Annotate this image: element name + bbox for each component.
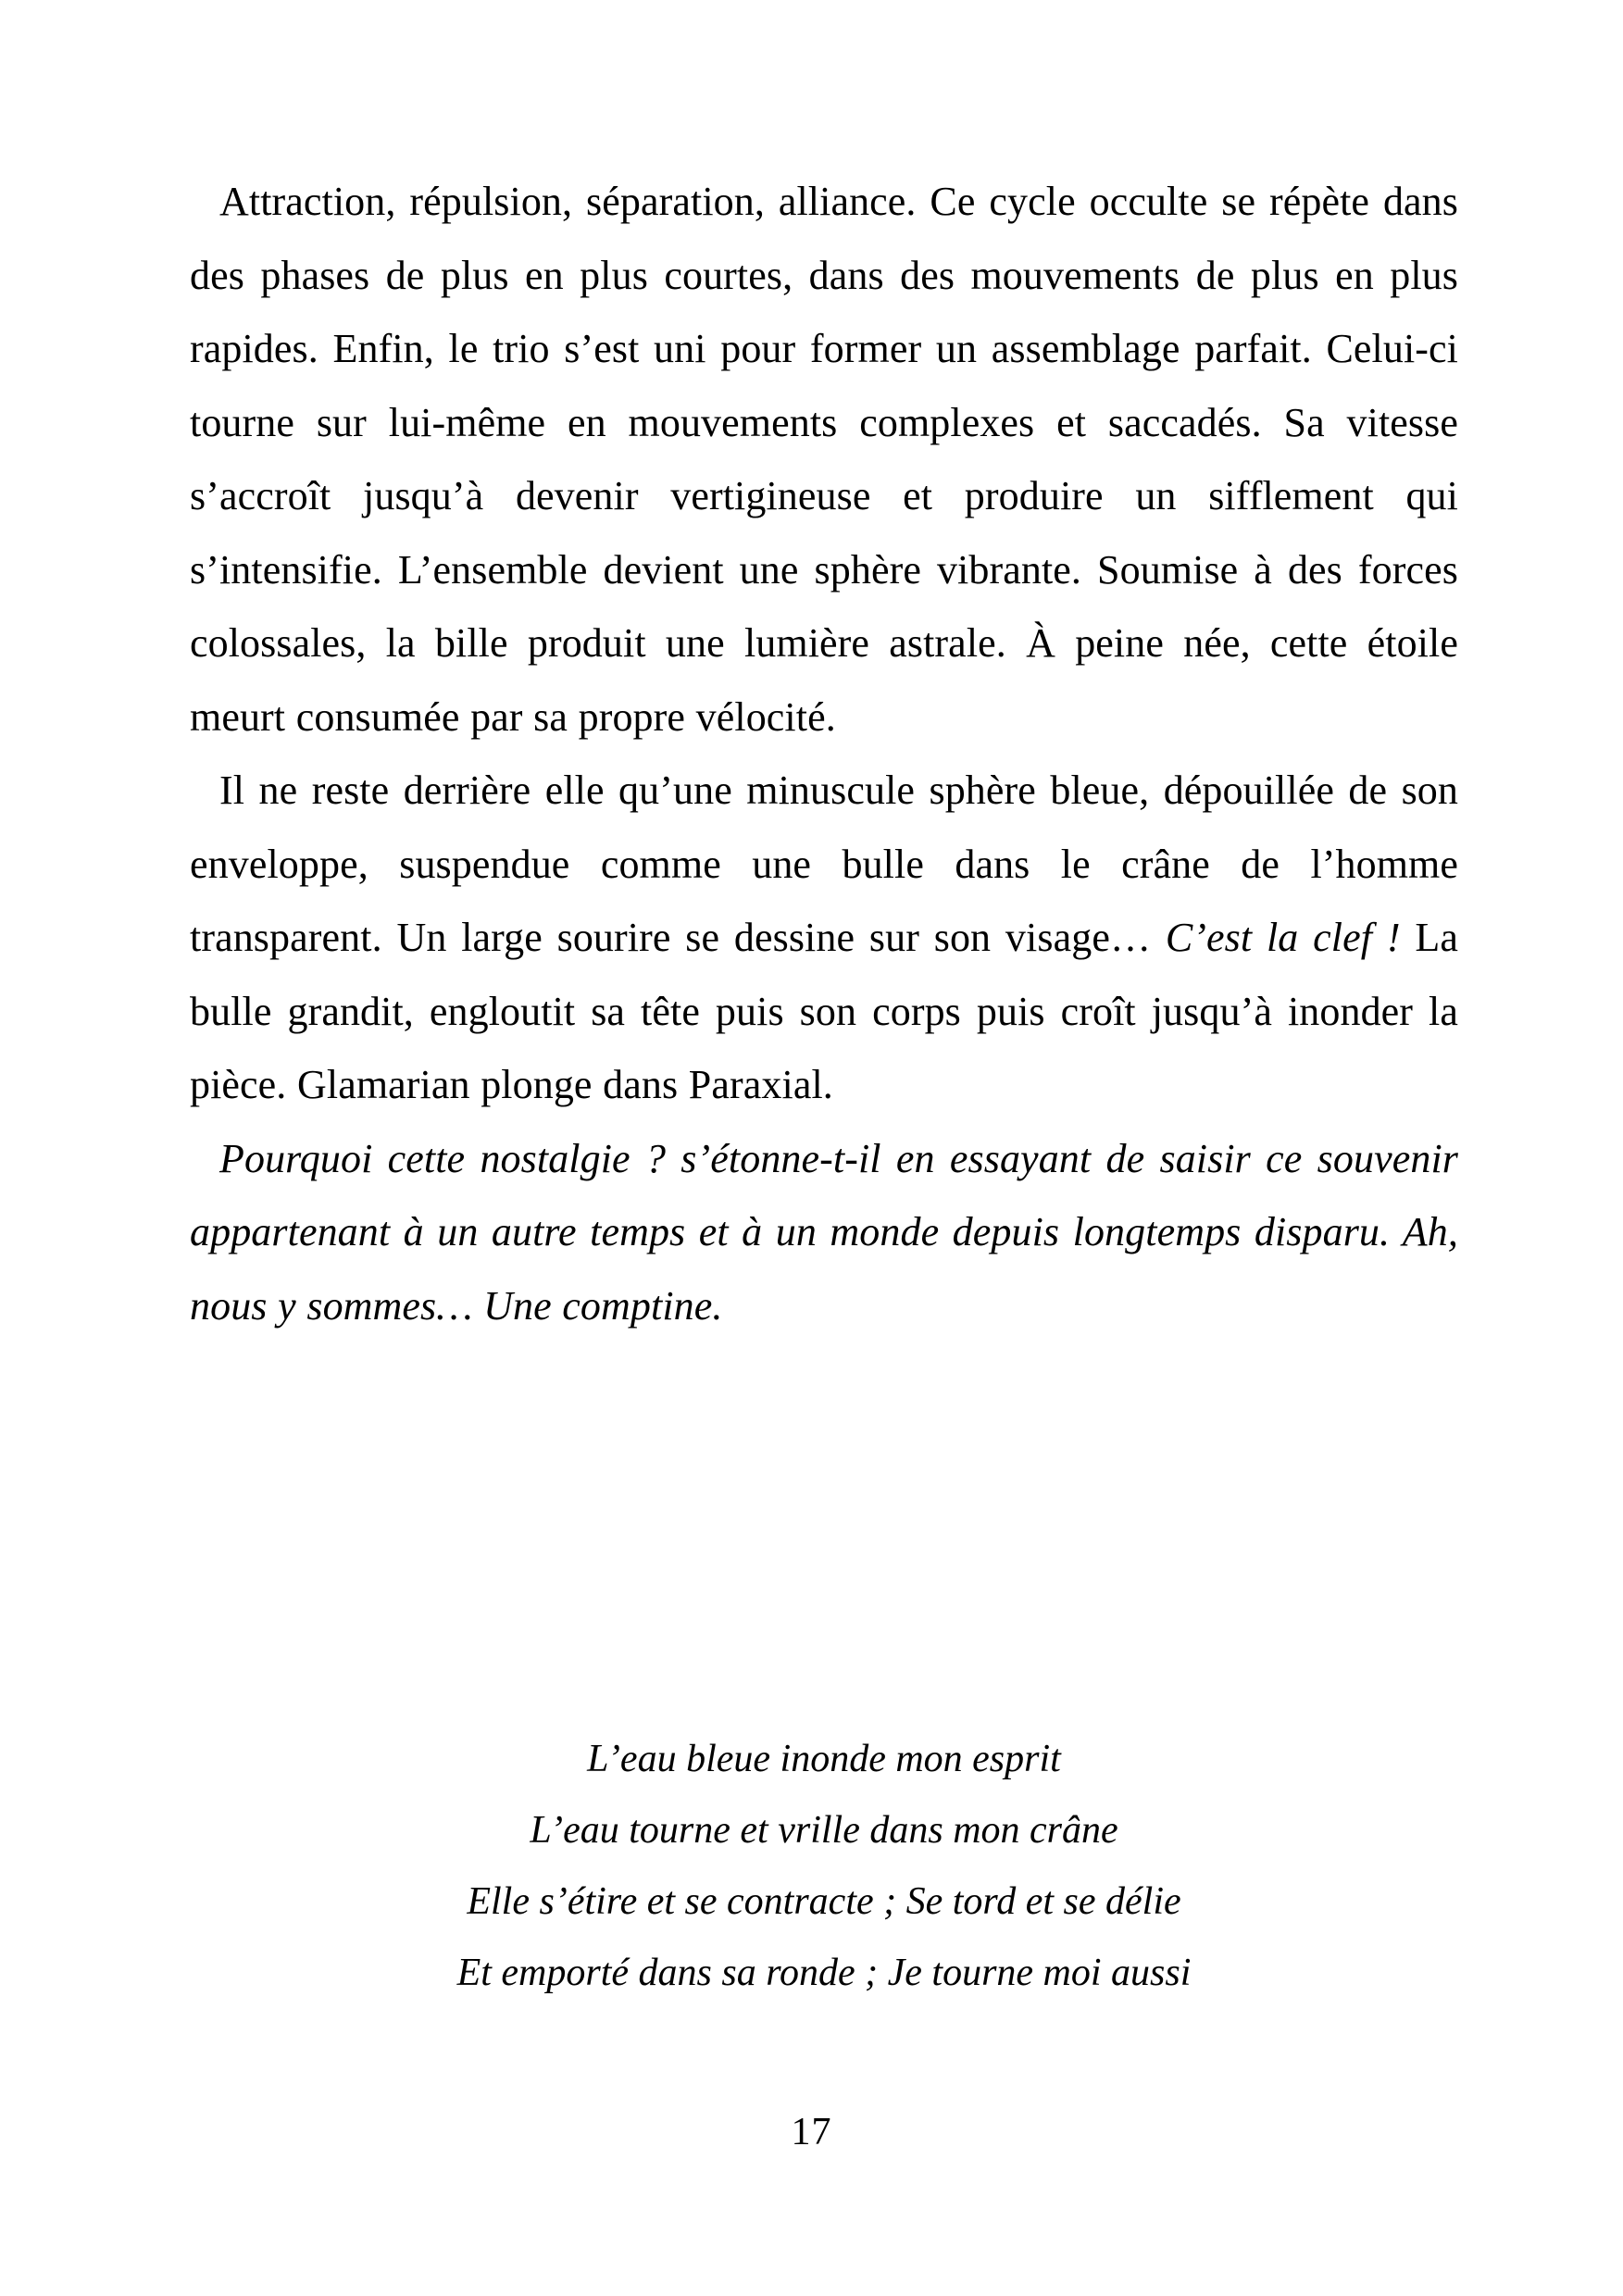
- paragraph-2-text-before-emphasis: Il ne reste derrière elle qu’une minuscule sphère bleue, dépouillée de son enveloppe, suspendue comme une bulle dans le crâne de l’homme transparent. Un large sourire se dessine sur son visage…: [190, 767, 1458, 960]
- paragraph-3-inner-monologue: Pourquoi cette nostalgie ? s’étonne-t-il en essayant de saisir ce souvenir appartenant à un autre temps et à un monde depuis longtemps disparu. Ah, nous y sommes… Une comptine.: [190, 1135, 1458, 1329]
- poem-line-1: L’eau bleue inonde mon esprit: [587, 1738, 1061, 1780]
- paragraph-1: Attraction, répulsion, séparation, alliance. Ce cycle occulte se répète dans des phases de plus en plus courtes, dans des mouvements de plus en plus rapides. Enfin, le trio s’est uni pour former un assemblage parfait. Celui-ci tourne sur lui-même en mouvements complexes et saccadés. Sa vitesse s’accroît jusqu’à devenir vertigineuse et produire un sifflement qui s’intensifie. L’ensemble devient une sphère vibrante. Soumise à des forces colossales, la bille produit une lumière astrale. À peine née, cette étoile meurt consumée par sa propre vélocité.: [190, 179, 1458, 740]
- paragraph-2-text-after-emphasis: La bulle grandit, engloutit sa tête puis son corps puis croît jusqu’à inonder la pièce. Glamarian plonge dans Paraxial.: [190, 915, 1459, 1107]
- poem-line-2: L’eau tourne et vrille dans mon crâne: [530, 1809, 1118, 1852]
- poem-line-3: Elle s’étire et se contracte ; Se tord et se délie: [467, 1880, 1181, 1923]
- body-text-block: [190, 165, 1458, 1342]
- poem-line-4: Et emporté dans sa ronde ; Je tourne moi aussi: [456, 1952, 1192, 1994]
- paragraph-2: [190, 754, 1458, 1122]
- emphasis-cest-la-clef: C’est la clef !: [1165, 915, 1401, 960]
- page-number: 17: [791, 2111, 832, 2153]
- poem-block: [190, 1724, 1458, 2009]
